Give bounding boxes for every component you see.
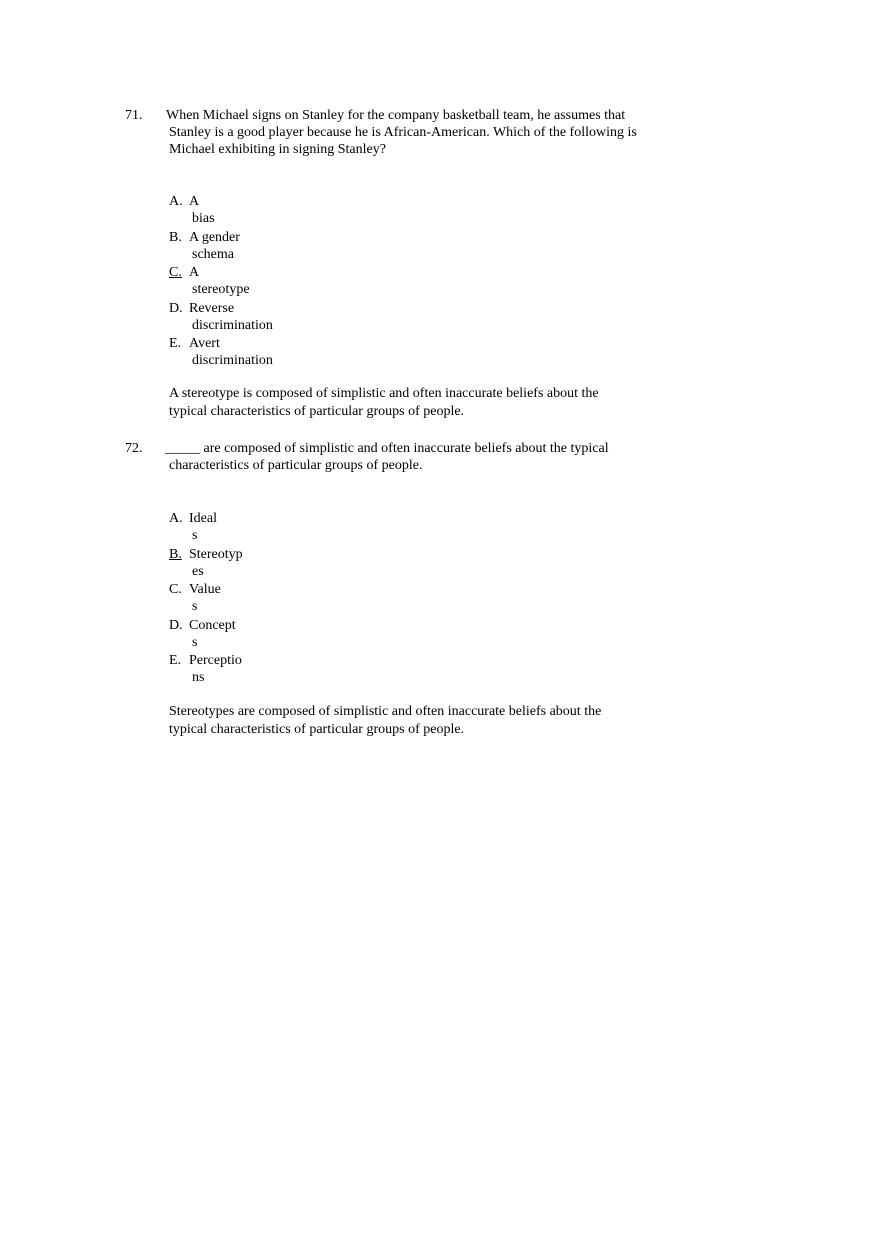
explanation-line: typical characteristics of particular groups of people. <box>169 404 465 419</box>
option-text-cont: bias <box>192 211 215 226</box>
stem-line: Stanley is a good player because he is African-American. Which of the following is <box>169 125 637 140</box>
option-text-cont: stereotype <box>192 282 250 297</box>
option-text: Stereotyp <box>189 546 243 562</box>
explanation-line: Stereotypes are composed of simplistic and often inaccurate beliefs about the <box>169 704 602 719</box>
option-c <box>169 264 273 298</box>
option-text-cont: discrimination <box>192 317 273 333</box>
stem-line: Michael exhibiting in signing Stanley? <box>169 142 386 157</box>
stem-line: characteristics of particular groups of people. <box>169 458 423 473</box>
stem-line: When Michael signs on Stanley for the company basketball team, he assumes that <box>166 108 626 123</box>
option-letter: B. <box>169 229 182 245</box>
option-text: Avert <box>189 336 220 351</box>
question-stem <box>165 440 639 474</box>
option-letter: D. <box>169 300 183 316</box>
option-c <box>169 581 243 615</box>
option-text-cont: es <box>192 563 204 579</box>
option-text: Perceptio <box>189 653 242 668</box>
answer-explanation <box>169 385 629 421</box>
option-text-cont: ns <box>192 670 205 685</box>
option-text: Concept <box>189 617 236 633</box>
answer-options <box>169 510 243 688</box>
option-text-cont: s <box>192 528 198 543</box>
explanation-line: typical characteristics of particular groups of people. <box>169 722 465 737</box>
option-letter: A. <box>169 511 183 526</box>
explanation-line: A stereotype is composed of simplistic and often inaccurate beliefs about the <box>169 386 599 401</box>
option-text: A <box>189 194 200 209</box>
option-b <box>169 546 243 580</box>
option-text: Reverse <box>189 300 235 316</box>
option-e <box>169 335 273 369</box>
option-d <box>169 617 243 651</box>
option-d <box>169 300 273 334</box>
option-text-cont: s <box>192 599 198 614</box>
option-a <box>169 193 273 227</box>
option-b <box>169 229 273 263</box>
option-text-cont: s <box>192 634 198 650</box>
option-letter-correct: C. <box>169 265 182 280</box>
question-number: 72. <box>125 441 143 456</box>
answer-options <box>169 193 273 371</box>
option-letter: E. <box>169 336 182 351</box>
question-number: 71. <box>125 108 143 123</box>
option-a <box>169 510 243 544</box>
option-letter: E. <box>169 653 182 668</box>
option-letter: C. <box>169 582 182 597</box>
option-text: Value <box>189 582 221 597</box>
answer-explanation <box>169 703 629 739</box>
option-text-cont: schema <box>192 246 234 262</box>
option-letter-correct: B. <box>169 546 182 562</box>
option-letter: D. <box>169 617 183 633</box>
stem-line: _____ are composed of simplistic and often inaccurate beliefs about the typical <box>165 441 609 456</box>
option-e <box>169 652 243 686</box>
option-letter: A. <box>169 194 183 209</box>
option-text: A <box>189 265 200 280</box>
option-text-cont: discrimination <box>192 353 273 368</box>
option-text: Ideal <box>189 511 217 526</box>
option-text: A gender <box>189 229 240 245</box>
question-stem <box>166 107 669 158</box>
